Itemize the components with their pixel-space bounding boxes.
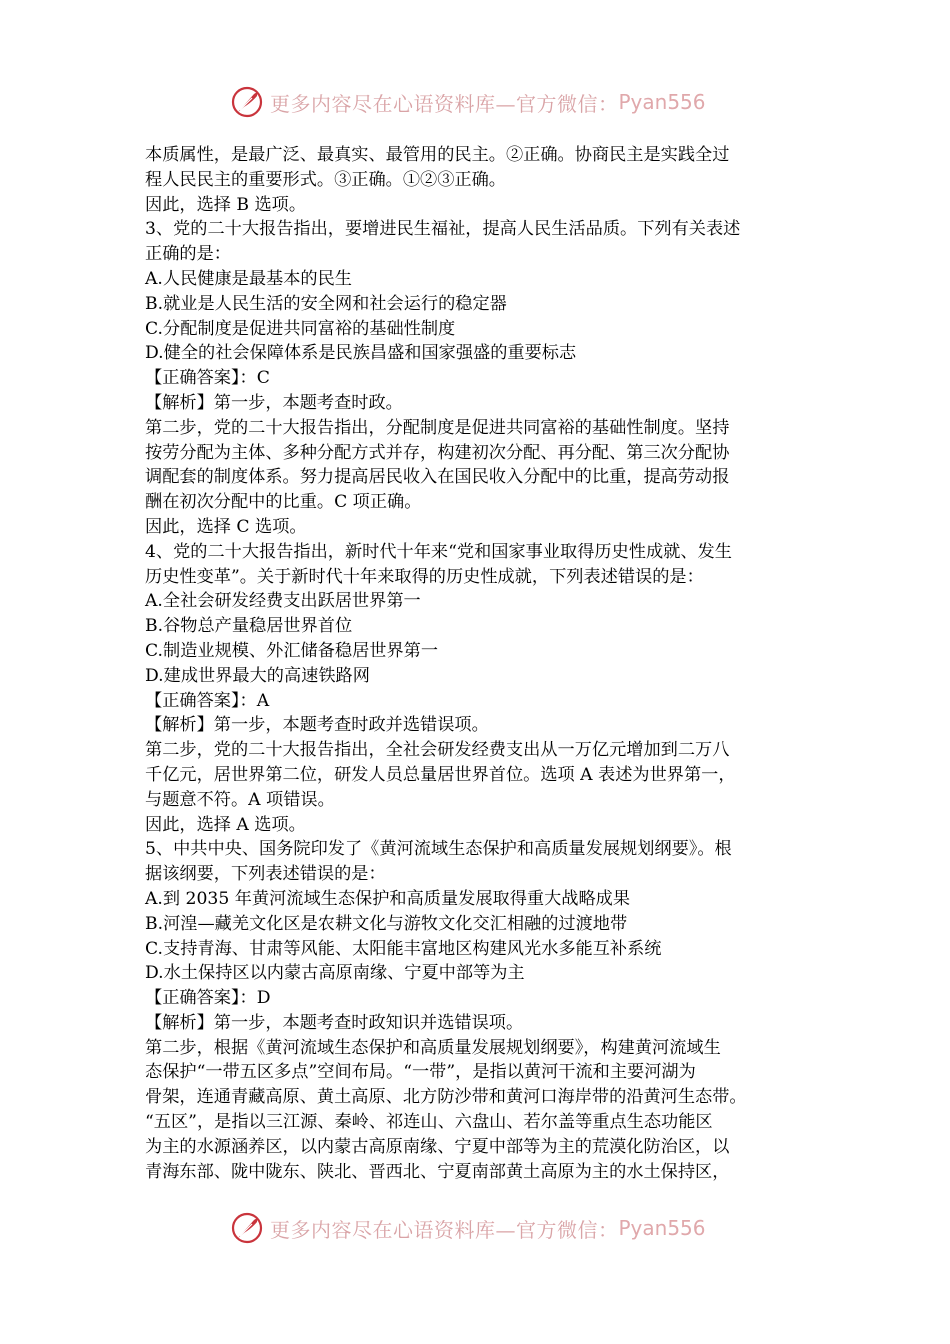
option-a: A.到 2035 年黄河流域生态保护和高质量发展取得重大战略成果 [145, 888, 631, 909]
analysis-line: 第二步，党的二十大报告指出，全社会研发经费支出从一万亿元增加到二万八 [145, 740, 730, 761]
option-c: C.制造业规模、外汇储备稳居世界第一 [145, 640, 439, 661]
correct-answer: 【正确答案】：C [145, 368, 270, 389]
analysis-line: 【解析】第一步，本题考查时政并选错误项。 [145, 715, 489, 736]
analysis-line: 【解析】第一步，本题考查时政知识并选错误项。 [145, 1012, 524, 1033]
option-b: B.谷物总产量稳居世界首位 [145, 616, 353, 637]
question-stem: 历史性变革”。关于新时代十年来取得的历史性成就，下列表述错误的是： [145, 566, 704, 587]
question-stem: 3、党的二十大报告指出，要增进民生福祉，提高人民生活品质。下列有关表述 [145, 219, 741, 240]
conclusion-line: 因此，选择 A 选项。 [145, 814, 306, 835]
option-c: C.支持青海、甘肃等风能、太阳能丰富地区构建风光水多能互补系统 [145, 938, 662, 959]
text-line: 本质属性，是最广泛、最真实、最管用的民主。②正确。协商民主是实践全过 [145, 145, 730, 165]
watermark-text: 更多内容尽在心语资料库—官方微信： [270, 1217, 619, 1242]
question-stem: 5、中共中央、国务院印发了《黄河流域生态保护和高质量发展规划纲要》。根 [145, 839, 732, 860]
analysis-line: 态保护“一带五区多点”空间布局。“一带”，是指以黄河干流和主要河湖为 [145, 1062, 696, 1083]
text-line: 因此，选择 B 选项。 [145, 194, 307, 215]
option-d: D.健全的社会保障体系是民族昌盛和国家强盛的重要标志 [145, 343, 577, 364]
feather-logo-icon [230, 1211, 264, 1245]
analysis-line: 千亿元，居世界第二位，研发人员总量居世界首位。选项 A 表述为世界第一， [145, 764, 736, 785]
watermark-header [0, 82, 950, 122]
question-stem: 正确的是： [145, 244, 231, 265]
text-line: 程人民民主的重要形式。③正确。①②③正确。 [145, 169, 506, 190]
option-a: A.全社会研发经费支出跃居世界第一 [145, 591, 421, 612]
feather-logo-icon [230, 85, 264, 119]
question-stem: 据该纲要，下列表述错误的是： [145, 864, 386, 885]
analysis-line: 调配套的制度体系。努力提高居民收入在国民收入分配中的比重，提高劳动报 [145, 467, 730, 488]
option-b: B.就业是人民生活的安全网和社会运行的稳定器 [145, 293, 507, 314]
watermark-footer [0, 1208, 950, 1248]
analysis-line: 骨架，连通青藏高原、黄土高原、北方防沙带和黄河口海岸带的沿黄河生态带。 [145, 1087, 747, 1108]
analysis-line: 与题意不符。A 项错误。 [145, 789, 335, 810]
option-d: D.建成世界最大的高速铁路网 [145, 665, 370, 686]
analysis-line: 第二步，根据《黄河流域生态保护和高质量发展规划纲要》，构建黄河流域生 [145, 1037, 721, 1058]
analysis-line: 按劳分配为主体、多种分配方式并存，构建初次分配、再分配、第三次分配协 [145, 442, 730, 463]
analysis-line: 第二步，党的二十大报告指出，分配制度是促进共同富裕的基础性制度。坚持 [145, 417, 730, 438]
conclusion-line: 因此，选择 C 选项。 [145, 516, 307, 537]
analysis-line: 为主的水源涵养区，以内蒙古高原南缘、宁夏中部等为主的荒漠化防治区，以 [145, 1136, 730, 1157]
analysis-line: 【解析】第一步，本题考查时政。 [145, 392, 403, 413]
analysis-line: 酬在初次分配中的比重。C 项正确。 [145, 492, 422, 513]
correct-answer: 【正确答案】：A [145, 690, 270, 711]
option-a: A.人民健康是最基本的民生 [145, 268, 352, 289]
analysis-line: “五区”，是指以三江源、秦岭、祁连山、六盘山、若尔盖等重点生态功能区 [145, 1112, 713, 1133]
watermark-wechat-id: Pyan556 [618, 90, 706, 114]
option-d: D.水土保持区以内蒙古高原南缘、宁夏中部等为主 [145, 963, 525, 984]
correct-answer: 【正确答案】：D [145, 988, 271, 1009]
question-stem: 4、党的二十大报告指出，新时代十年来“党和国家事业取得历史性成就、发生 [145, 541, 732, 562]
option-b: B.河湟—藏羌文化区是农耕文化与游牧文化交汇相融的过渡地带 [145, 913, 628, 934]
option-c: C.分配制度是促进共同富裕的基础性制度 [145, 318, 456, 339]
watermark-wechat-id: Pyan556 [618, 1216, 706, 1240]
watermark-text: 更多内容尽在心语资料库—官方微信： [270, 91, 619, 116]
document-body [145, 143, 810, 1184]
analysis-line: 青海东部、陇中陇东、陕北、晋西北、宁夏南部黄土高原为主的水土保持区， [145, 1161, 730, 1182]
